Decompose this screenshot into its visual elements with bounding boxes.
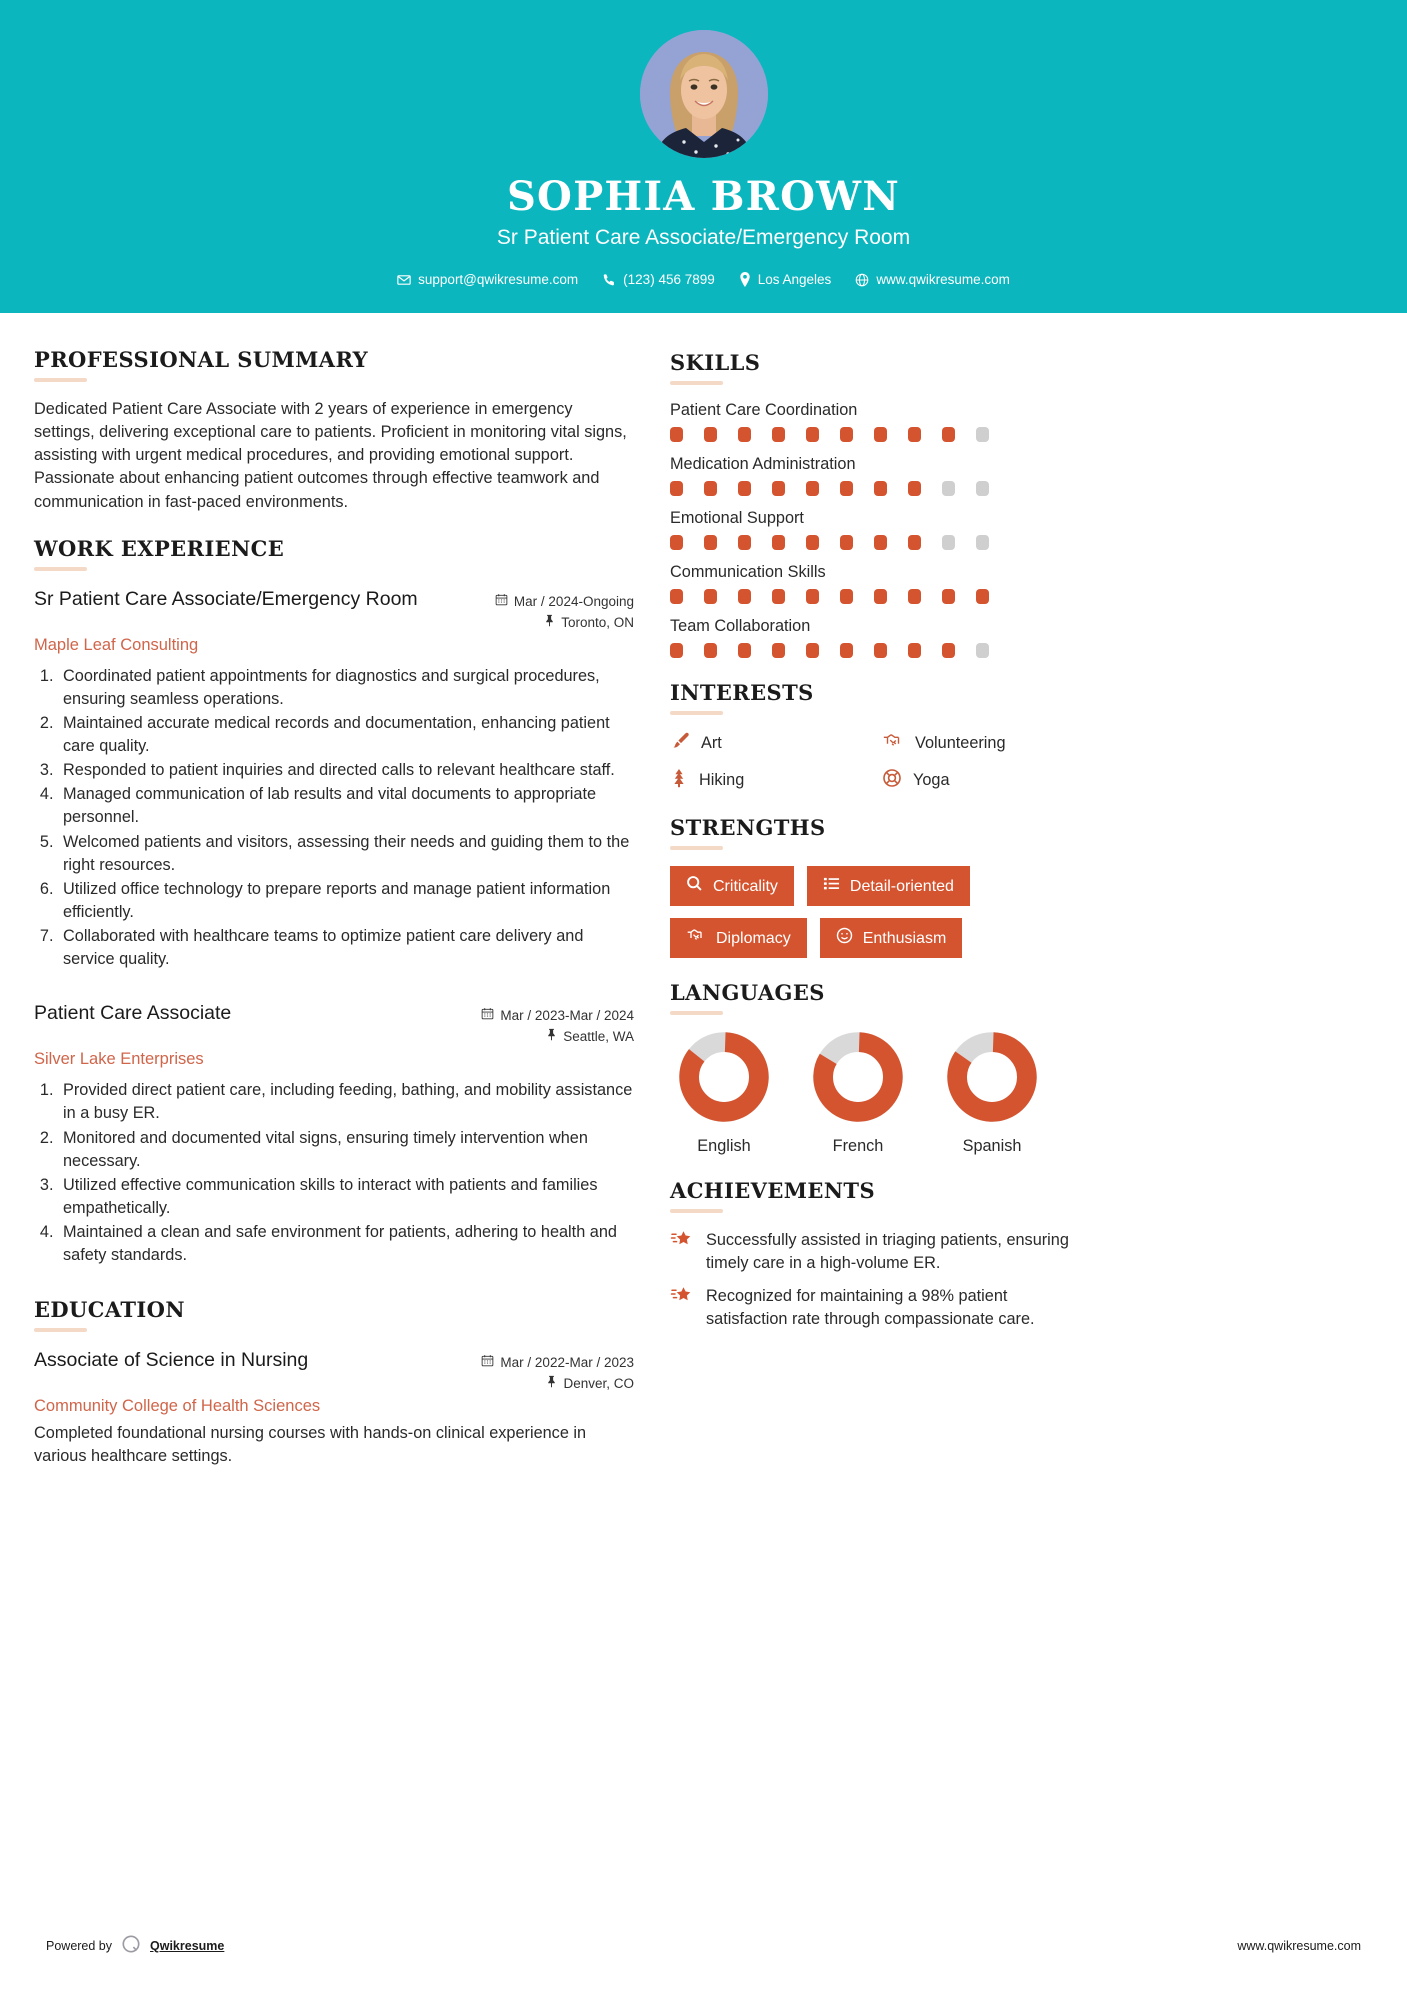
interest-item [670, 768, 882, 793]
skill-dot [840, 535, 853, 550]
language-label: English [697, 1137, 751, 1156]
language-item [676, 1031, 772, 1156]
search-icon [686, 875, 703, 897]
skill-dot [908, 427, 921, 442]
avatar [640, 30, 768, 158]
skill-dot [874, 643, 887, 658]
tree-icon [670, 768, 688, 793]
contact-website-text: www.qwikresume.com [876, 272, 1010, 287]
language-item [810, 1031, 906, 1156]
job-bullet: 5. Welcomed patients and visitors, assessing their needs and guiding them to the right resources. [58, 831, 634, 877]
skill-dot [874, 481, 887, 496]
section-achievements [670, 1178, 1080, 1330]
skill-dot [772, 427, 785, 442]
languages-list [670, 1031, 1080, 1156]
interest-item [670, 731, 882, 756]
skill-dot [840, 427, 853, 442]
skill-dot [942, 643, 955, 658]
pin-icon [546, 1027, 557, 1048]
lifebuoy-icon [882, 768, 902, 793]
skill-dot [806, 481, 819, 496]
job-meta [495, 587, 634, 634]
strength-chip-criticality[interactable] [670, 866, 794, 906]
section-heading-languages: LANGUAGES [670, 980, 825, 1006]
skill-dot [738, 535, 751, 550]
section-professional-summary [34, 347, 634, 514]
education-entry [34, 1348, 634, 1468]
skill-dot [806, 535, 819, 550]
skill-dot [942, 589, 955, 604]
skill-dot [976, 589, 989, 604]
skill-dot [874, 589, 887, 604]
contact-website[interactable] [855, 272, 1010, 287]
skill-dot [704, 535, 717, 550]
phone-icon [602, 273, 616, 287]
achievement-item [670, 1285, 1080, 1330]
education-meta [481, 1348, 634, 1395]
strengths-list [670, 866, 1080, 958]
skill-dot [976, 481, 989, 496]
skill-dot [772, 481, 785, 496]
resume-header [0, 0, 1407, 313]
contact-location-text: Los Angeles [757, 272, 832, 287]
contact-email[interactable] [397, 272, 578, 287]
language-donut-chart [812, 1031, 904, 1123]
paintbrush-icon [670, 731, 690, 756]
skill-item [670, 617, 1080, 658]
interest-label: Volunteering [915, 734, 1006, 752]
page-title: SOPHIA BROWN [506, 173, 901, 220]
contact-email-text: support@qwikresume.com [418, 272, 579, 287]
job-bullets [58, 1079, 634, 1267]
calendar-icon [481, 1353, 494, 1374]
experience-entry [34, 1001, 634, 1267]
skill-rating [670, 589, 1080, 604]
skill-dot [738, 643, 751, 658]
skill-dot [840, 589, 853, 604]
section-rule [34, 378, 87, 382]
job-bullet: 4. Maintained a clean and safe environment for patients, adhering to health and safety standards. [58, 1221, 634, 1267]
skill-dot [704, 481, 717, 496]
strength-label: Diplomacy [716, 929, 791, 947]
skill-dot [942, 481, 955, 496]
section-rule [670, 846, 723, 850]
job-title-subtitle: Sr Patient Care Associate/Emergency Room [496, 226, 911, 249]
education-school: Community College of Health Sciences [34, 1397, 321, 1416]
interest-item [882, 768, 1080, 793]
interest-label: Yoga [913, 771, 950, 789]
strength-label: Detail-oriented [849, 877, 954, 895]
section-rule [670, 1209, 723, 1213]
section-heading-achievements: ACHIEVEMENTS [670, 1178, 876, 1204]
strength-label: Criticality [713, 877, 778, 895]
section-rule [34, 1328, 87, 1332]
contact-phone[interactable] [602, 272, 715, 287]
job-location: Seattle, WA [563, 1029, 634, 1045]
section-rule [670, 711, 723, 715]
education-location-line [481, 1374, 634, 1395]
job-dates: Mar / 2024-Ongoing [513, 593, 634, 609]
section-heading-summary: PROFESSIONAL SUMMARY [34, 347, 369, 372]
section-heading-education: EDUCATION [34, 1297, 185, 1323]
map-pin-icon [739, 272, 751, 287]
achievement-text: Recognized for maintaining a 98% patient satisfaction rate through compassionate care. [706, 1287, 1035, 1328]
job-location-line [495, 613, 634, 634]
skill-dot [670, 427, 683, 442]
job-location: Toronto, ON [561, 614, 634, 630]
globe-icon [855, 273, 869, 287]
experience-entry [34, 587, 634, 972]
skill-dot [670, 481, 683, 496]
section-rule [670, 1011, 723, 1015]
education-dates: Mar / 2022-Mar / 2023 [500, 1355, 634, 1371]
skill-label: Patient Care Coordination [670, 401, 858, 419]
resume-body [0, 313, 1407, 1490]
language-donut-chart [678, 1031, 770, 1123]
language-item [944, 1031, 1040, 1156]
skill-dot [908, 535, 921, 550]
skill-dot [772, 535, 785, 550]
job-bullet: 3. Utilized effective communication skills to interact with patients and families empathetically. [58, 1174, 634, 1220]
qwikresume-logo-icon [120, 1933, 142, 1958]
job-company: Silver Lake Enterprises [34, 1050, 204, 1069]
section-heading-skills: SKILLS [670, 350, 761, 375]
job-bullet: 2. Monitored and documented vital signs, ensuring timely intervention when necessary. [58, 1127, 634, 1173]
interests-grid [670, 731, 1080, 793]
section-work-experience [34, 536, 634, 1268]
skill-label: Emotional Support [670, 509, 804, 527]
footer-website[interactable]: www.qwikresume.com [1237, 1938, 1361, 1953]
job-bullet: 1. Provided direct patient care, including feeding, bathing, and mobility assistance in a busy ER. [58, 1079, 634, 1125]
skill-dot [908, 481, 921, 496]
envelope-icon [397, 273, 411, 287]
calendar-icon [495, 592, 508, 613]
skill-dot [806, 643, 819, 658]
strength-chip-detail-oriented[interactable] [807, 866, 970, 906]
smiley-icon [836, 927, 853, 949]
interest-label: Art [701, 734, 722, 752]
skill-label: Communication Skills [670, 563, 826, 581]
skill-dot [738, 589, 751, 604]
skill-dot [704, 643, 717, 658]
skill-item [670, 509, 1080, 550]
skill-dot [670, 589, 683, 604]
right-column [670, 347, 1080, 1490]
skill-item [670, 455, 1080, 496]
skill-label: Medication Administration [670, 455, 856, 473]
contact-location[interactable] [739, 272, 832, 287]
skill-dot [942, 535, 955, 550]
calendar-icon [481, 1006, 494, 1027]
skill-dot [874, 427, 887, 442]
job-bullet: 3. Responded to patient inquiries and directed calls to relevant healthcare staff. [58, 759, 634, 782]
skill-dot [772, 589, 785, 604]
skill-dot [874, 535, 887, 550]
section-interests [670, 680, 1080, 793]
skill-dot [670, 643, 683, 658]
skill-dot [772, 643, 785, 658]
interest-label: Hiking [699, 771, 745, 789]
job-bullets [58, 665, 634, 972]
powered-by-label: Powered by [46, 1938, 113, 1953]
job-location-line [481, 1027, 634, 1048]
list-icon [823, 875, 840, 897]
job-position: Patient Care Associate [34, 1002, 232, 1025]
powered-by-block [46, 1933, 224, 1958]
language-label: French [832, 1137, 884, 1156]
contact-phone-text: (123) 456 7899 [623, 272, 715, 287]
skill-dot [738, 481, 751, 496]
skill-rating [670, 481, 1080, 496]
skill-dot [806, 589, 819, 604]
skill-dot [704, 427, 717, 442]
skill-item [670, 563, 1080, 604]
skill-dot [942, 427, 955, 442]
shooting-star-icon [670, 1229, 694, 1256]
pin-icon [546, 1374, 557, 1395]
handshake-icon [882, 731, 904, 756]
job-bullet: 7. Collaborated with healthcare teams to optimize patient care delivery and service quality. [58, 925, 634, 971]
contact-row [397, 272, 1010, 287]
job-bullet: 2. Maintained accurate medical records and documentation, enhancing patient care quality. [58, 712, 634, 758]
education-location: Denver, CO [563, 1376, 634, 1392]
left-column [34, 347, 634, 1490]
skill-item [670, 401, 1080, 442]
achievement-text: Successfully assisted in triaging patients, ensuring timely care in a high-volume ER. [706, 1231, 1069, 1272]
qwikresume-brand-link[interactable]: Qwikresume [150, 1938, 225, 1953]
language-label: Spanish [962, 1137, 1022, 1156]
strength-label: Enthusiasm [862, 929, 947, 947]
section-rule [670, 381, 723, 385]
job-company: Maple Leaf Consulting [34, 635, 199, 654]
education-degree: Associate of Science in Nursing [34, 1349, 309, 1372]
skill-dot [806, 427, 819, 442]
shooting-star-icon [670, 1285, 694, 1312]
job-dates: Mar / 2023-Mar / 2024 [500, 1008, 634, 1024]
section-heading-strengths: STRENGTHS [670, 815, 826, 840]
achievement-item [670, 1229, 1080, 1274]
section-languages [670, 980, 1080, 1156]
handshake-icon [686, 927, 706, 949]
skill-dot [738, 427, 751, 442]
skill-dot [976, 643, 989, 658]
skill-dot [840, 481, 853, 496]
job-meta [481, 1001, 634, 1048]
education-dates-line [481, 1353, 634, 1374]
job-dates-line [481, 1006, 634, 1027]
skill-label: Team Collaboration [670, 617, 811, 635]
job-dates-line [495, 592, 634, 613]
strength-chip-enthusiasm[interactable] [820, 918, 963, 958]
skill-rating [670, 427, 1080, 442]
section-strengths [670, 815, 1080, 958]
skill-dot [976, 535, 989, 550]
section-heading-experience: WORK EXPERIENCE [34, 535, 285, 561]
page-footer [0, 1933, 1407, 1958]
education-description: Completed foundational nursing courses with hands-on clinical experience in various healthcare settings. [34, 1424, 587, 1466]
section-rule [34, 567, 87, 571]
interest-item [882, 731, 1080, 756]
job-bullet: 4. Managed communication of lab results and vital documents to appropriate personnel. [58, 783, 634, 829]
language-donut-chart [946, 1031, 1038, 1123]
skill-dot [908, 643, 921, 658]
section-skills [670, 350, 1080, 658]
skill-dot [704, 589, 717, 604]
pin-icon [544, 613, 555, 634]
section-heading-interests: INTERESTS [670, 680, 814, 705]
strength-chip-diplomacy[interactable] [670, 918, 807, 958]
skill-dot [670, 535, 683, 550]
skill-dot [840, 643, 853, 658]
skill-rating [670, 643, 1080, 658]
skill-dot [908, 589, 921, 604]
job-bullet: 1. Coordinated patient appointments for diagnostics and surgical procedures, ensuring seamless operations. [58, 665, 634, 711]
summary-text: Dedicated Patient Care Associate with 2 years of experience in emergency settings, delivering exceptional care to patients. Proficient in monitoring vital signs, assisting with urgent medical procedures, and providing emotional support. Passionate about enhancing patient outcomes through effective teamwork and communication in fast-paced environments. [34, 400, 627, 511]
skill-dot [976, 427, 989, 442]
skill-rating [670, 535, 1080, 550]
section-education [34, 1297, 634, 1468]
job-position: Sr Patient Care Associate/Emergency Room [34, 587, 418, 610]
job-bullet: 6. Utilized office technology to prepare reports and manage patient information efficiently. [58, 878, 634, 924]
